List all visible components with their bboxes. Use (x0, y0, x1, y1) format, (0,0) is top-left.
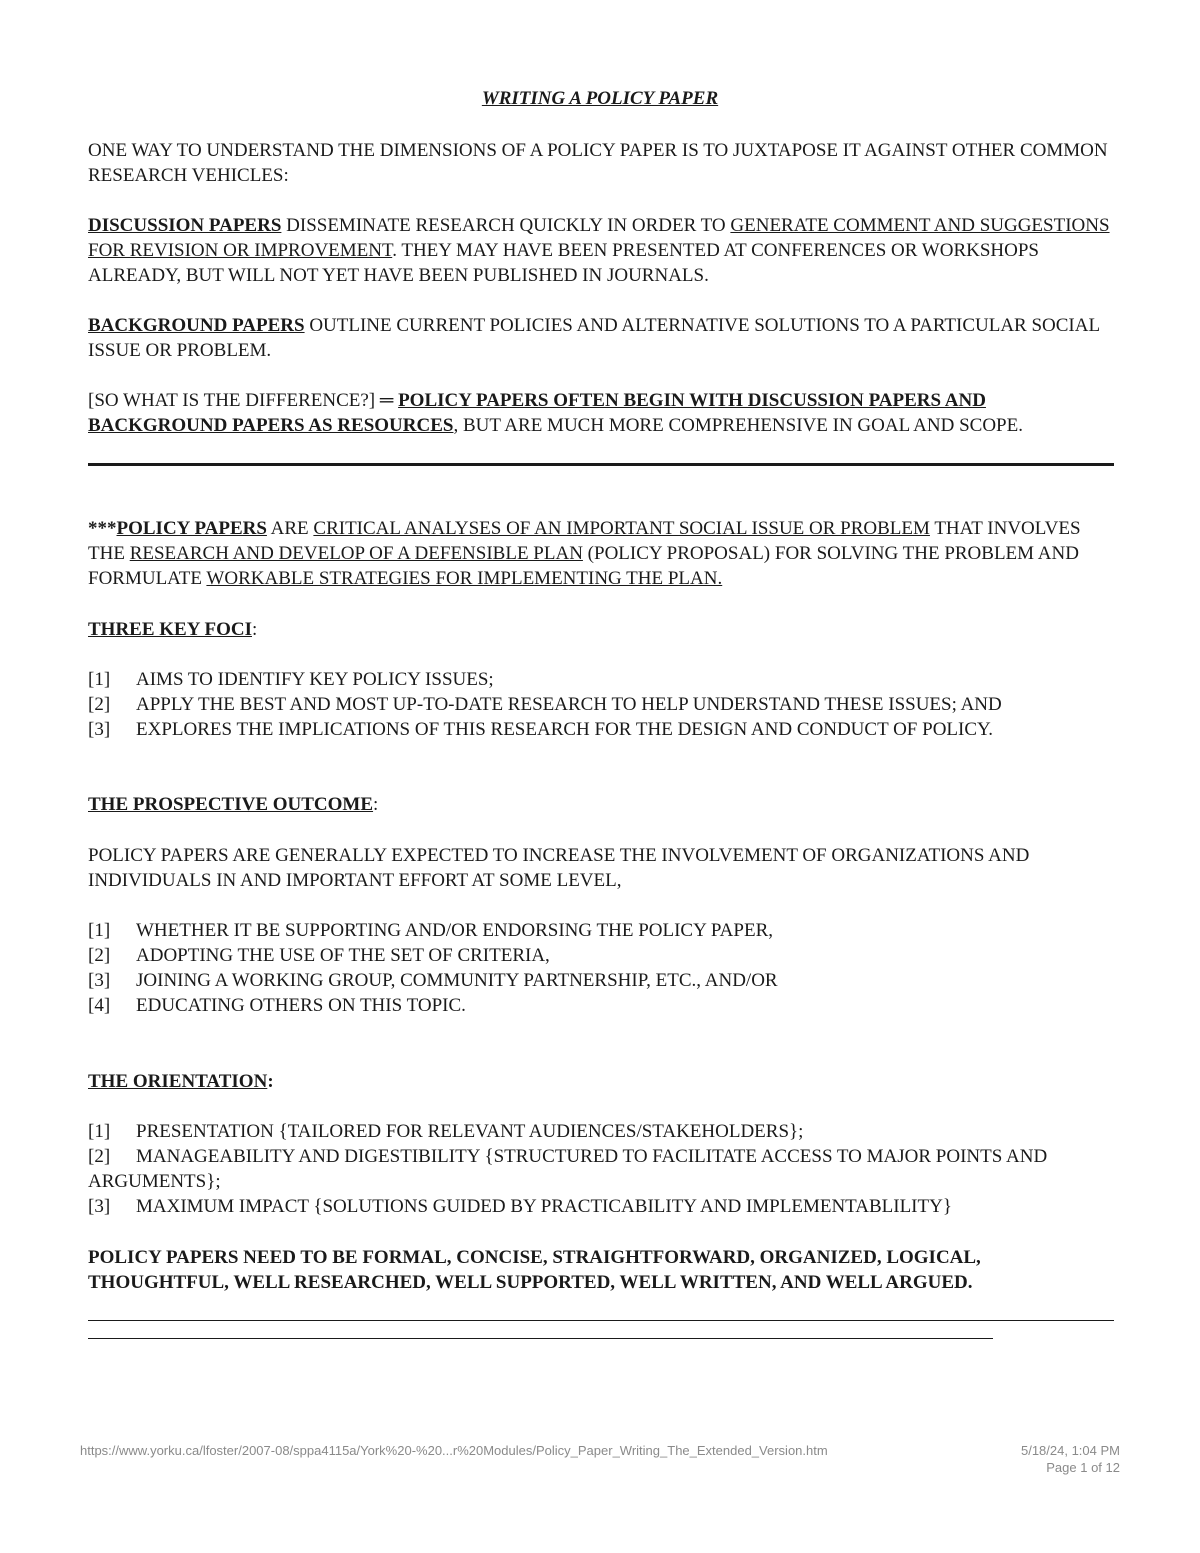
footer-page-number: Page 1 of 12 (1046, 1460, 1120, 1475)
list-item (88, 717, 1118, 742)
difference-paragraph (88, 388, 1118, 438)
list-item-number: [2] (88, 694, 111, 715)
key-foci-heading-text: THREE KEY FOCI (88, 619, 252, 640)
list-item-text: PRESENTATION {TAILORED FOR RELEVANT AUDIENCES/STAKEHOLDERS}; (136, 1121, 804, 1142)
closing-divider (88, 1338, 993, 1339)
background-paragraph (88, 313, 1118, 363)
list-item-text: JOINING A WORKING GROUP, COMMUNITY PARTNERSHIP, ETC., AND/OR (136, 970, 778, 991)
background-term: BACKGROUND PAPERS (88, 315, 305, 336)
definition-text-1: ARE (266, 518, 314, 539)
list-item-number: [2] (88, 1146, 111, 1167)
list-item-number: [3] (88, 1196, 111, 1217)
list-item-number: [1] (88, 920, 111, 941)
definition-underlined-2: RESEARCH AND DEVELOP OF A DEFENSIBLE PLAN (129, 543, 583, 564)
footer-datetime: 5/18/24, 1:04 PM (1020, 1443, 1120, 1458)
outcome-heading (88, 792, 1118, 817)
list-item-number: [3] (88, 970, 111, 991)
difference-suffix: , BUT ARE MUCH MORE COMPREHENSIVE IN GOAL AND SCOPE. (453, 415, 1023, 436)
closing-divider (88, 1320, 1114, 1321)
orientation-heading-text: THE ORIENTATION (88, 1071, 268, 1092)
definition-text-2: THAT INVOLVES THE (88, 518, 1081, 564)
conclusion-paragraph: POLICY PAPERS NEED TO BE FORMAL, CONCISE, STRAIGHTFORWARD, ORGANIZED, LOGICAL, THOUGHTFUL, WELL RESEARCHED, WELL SUPPORTED, WELL WRITTEN, AND WELL ARGUED. (88, 1247, 981, 1293)
list-item-text: WHETHER IT BE SUPPORTING AND/OR ENDORSING THE POLICY PAPER, (136, 920, 773, 941)
discussion-underlined: GENERATE COMMENT AND SUGGESTIONS FOR REVISION OR IMPROVEMENT (88, 215, 1110, 261)
list-item (88, 993, 1118, 1018)
orientation-list (88, 1119, 1118, 1219)
discussion-paragraph (88, 213, 1118, 288)
list-item (88, 692, 1118, 717)
key-foci-heading (88, 617, 1118, 642)
list-item-text: AIMS TO IDENTIFY KEY POLICY ISSUES; (136, 669, 494, 690)
list-item (88, 667, 1118, 692)
orientation-colon: : (267, 1071, 274, 1092)
key-foci-colon: : (252, 619, 258, 640)
definition-underlined-3: WORKABLE STRATEGIES FOR IMPLEMENTING THE PLAN. (206, 568, 723, 589)
list-item (88, 968, 1118, 993)
difference-bold: POLICY PAPERS OFTEN BEGIN WITH DISCUSSION PAPERS AND BACKGROUND PAPERS AS RESOURCES (88, 390, 986, 436)
list-item-text: EDUCATING OTHERS ON THIS TOPIC. (136, 995, 466, 1016)
list-item-text: MANAGEABILITY AND DIGESTIBILITY {STRUCTURED TO FACILITATE ACCESS TO MAJOR POINTS AND ARGUMENTS}; (88, 1146, 1048, 1192)
key-foci-list (88, 667, 1118, 742)
list-item-text: APPLY THE BEST AND MOST UP-TO-DATE RESEARCH TO HELP UNDERSTAND THESE ISSUES; AND (136, 694, 1002, 715)
definition-underlined-1: CRITICAL ANALYSES OF AN IMPORTANT SOCIAL ISSUE OR PROBLEM (313, 518, 930, 539)
definition-text-3: (POLICY PROPOSAL) FOR SOLVING THE PROBLEM AND FORMULATE (88, 543, 1079, 589)
discussion-text-1: DISSEMINATE RESEARCH QUICKLY IN ORDER TO (281, 215, 731, 236)
list-item-number: [4] (88, 995, 111, 1016)
orientation-heading (88, 1069, 1118, 1094)
section-divider (88, 463, 1114, 466)
list-item (88, 918, 1118, 943)
definition-paragraph (88, 516, 1118, 591)
outcome-colon: : (373, 794, 379, 815)
list-item (88, 1119, 1118, 1144)
outcome-paragraph: POLICY PAPERS ARE GENERALLY EXPECTED TO INCREASE THE INVOLVEMENT OF ORGANIZATIONS AND INDIVIDUALS IN AND IMPORTANT EFFORT AT SOME LEVEL, (88, 845, 1030, 891)
page-title: WRITING A POLICY PAPER (481, 88, 719, 109)
list-item-text: MAXIMUM IMPACT {SOLUTIONS GUIDED BY PRACTICABILITY AND IMPLEMENTABLILITY} (136, 1196, 952, 1217)
list-item-text: ADOPTING THE USE OF THE SET OF CRITERIA, (136, 945, 550, 966)
list-item (88, 1194, 1118, 1219)
list-item-number: [2] (88, 945, 111, 966)
outcome-heading-text: THE PROSPECTIVE OUTCOME (88, 794, 374, 815)
definition-stars: *** (88, 518, 117, 539)
background-text: OUTLINE CURRENT POLICIES AND ALTERNATIVE SOLUTIONS TO A PARTICULAR SOCIAL ISSUE OR PROBLEM. (88, 315, 1100, 361)
list-item-number: [1] (88, 669, 111, 690)
list-item-number: [3] (88, 719, 111, 740)
discussion-text-2: . THEY MAY HAVE BEEN PRESENTED AT CONFERENCES OR WORKSHOPS ALREADY, BUT WILL NOT YET HAVE BEEN PUBLISHED IN JOURNALS. (88, 240, 1040, 286)
definition-term: POLICY PAPERS (116, 518, 267, 539)
discussion-term: DISCUSSION PAPERS (88, 215, 282, 236)
list-item (88, 1144, 1118, 1194)
outcome-list (88, 918, 1118, 1018)
footer-url[interactable]: https://www.yorku.ca/lfoster/2007-08/sppa4115a/York%20-%20...r%20Modules/Policy_Paper_Writing_The_Extended_Version.htm (80, 1443, 828, 1458)
difference-prefix: [SO WHAT IS THE DIFFERENCE?] ═ (88, 390, 399, 411)
list-item-text: EXPLORES THE IMPLICATIONS OF THIS RESEARCH FOR THE DESIGN AND CONDUCT OF POLICY. (136, 719, 994, 740)
list-item (88, 943, 1118, 968)
intro-paragraph: ONE WAY TO UNDERSTAND THE DIMENSIONS OF A POLICY PAPER IS TO JUXTAPOSE IT AGAINST OTHER COMMON RESEARCH VEHICLES: (88, 140, 1108, 186)
list-item-number: [1] (88, 1121, 111, 1142)
